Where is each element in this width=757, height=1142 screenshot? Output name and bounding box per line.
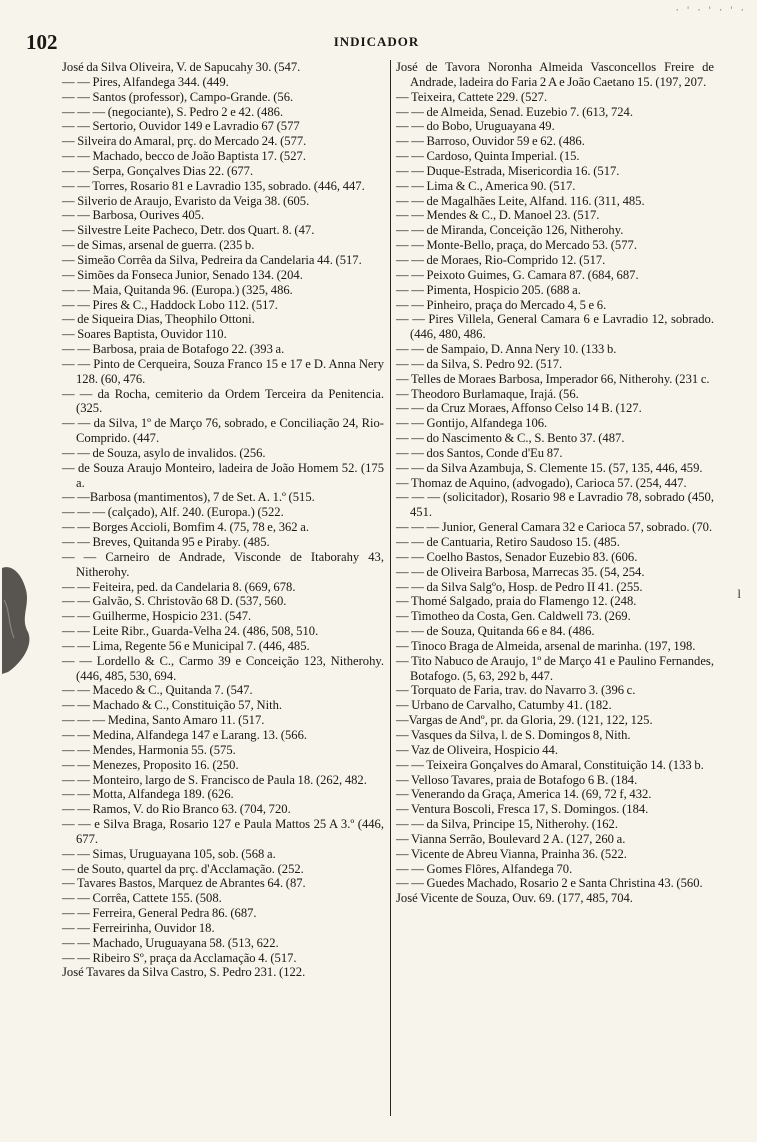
directory-entry: — — do Bobo, Uruguayana 49. <box>396 119 555 134</box>
directory-entry: — — da Cruz Moraes, Affonso Celso 14 B. (127. <box>396 401 642 416</box>
directory-entry: — — de Magalhães Leite, Alfand. 116. (311, 485. <box>396 193 645 208</box>
directory-entry: — — Pimenta, Hospicio 205. (688 a. <box>396 282 581 297</box>
directory-entry: — — de Oliveira Barbosa, Marrecas 35. (54, 254. <box>396 564 645 579</box>
directory-entry: — — Galvão, S. Christovão 68 D. (537, 560. <box>62 594 287 609</box>
directory-entry: — — Borges Accioli, Bomfim 4. (75, 78 e, 362 a. <box>62 520 309 535</box>
directory-entry: — — Monte-Bello, praça, do Mercado 53. (577. <box>396 238 637 253</box>
directory-entry: — — da Silva Salgºo, Hosp. de Pedro II 41. (255. <box>396 579 643 594</box>
directory-entry: — — da Silva Azambuja, S. Clemente 15. (57, 135, 446, 459. <box>396 460 703 475</box>
directory-entry: — — da Silva, 1º de Março 76, sobrado, e Conciliação 24, Rio-Comprido. (447. <box>62 416 384 446</box>
directory-entry: — — Cardoso, Quinta Imperial. (15. <box>396 149 580 164</box>
directory-entry: — — Carneiro de Andrade, Visconde de Itaborahy 43, Nitherohy. <box>62 549 384 579</box>
page-header <box>26 6 745 54</box>
directory-entry: — — Teixeira Gonçalves do Amaral, Constituição 14. (133 b. <box>396 757 704 772</box>
directory-entry: — — Menezes, Proposito 16. (250. <box>62 757 239 772</box>
directory-entry: — —Barbosa (mantimentos), 7 de Set. A. 1.º (515. <box>62 490 315 505</box>
directory-entry: — — — Medina, Santo Amaro 11. (517. <box>62 713 265 728</box>
directory-entry: — — Maia, Quitanda 96. (Europa.) (325, 486. <box>62 282 293 297</box>
directory-entry: José Vicente de Souza, Ouv. 69. (177, 485, 704. <box>396 891 633 906</box>
directory-entry: — Timotheo da Costa, Gen. Caldwell 73. (269. <box>396 609 631 624</box>
directory-entry: — Vianna Serrão, Boulevard 2 A. (127, 260 a. <box>396 831 626 846</box>
directory-entry: — — de Moraes, Rio-Comprido 12. (517. <box>396 252 606 267</box>
directory-entry: — Telles de Moraes Barbosa, Imperador 66, Nitherohy. (231 c. <box>396 371 710 386</box>
directory-entry: — Torquato de Faria, trav. do Navarro 3. (396 c. <box>396 683 636 698</box>
directory-entry: — — Serpa, Gonçalves Dias 22. (677. <box>62 163 254 178</box>
directory-entry: — Simões da Fonseca Junior, Senado 134. (204. <box>62 267 303 282</box>
directory-entry: — — Torres, Rosario 81 e Lavradio 135, sobrado. (446, 447. <box>62 178 365 193</box>
right-column <box>396 60 714 1122</box>
directory-entry: — Silvestre Leite Pacheco, Detr. dos Quart. 8. (47. <box>62 223 315 238</box>
directory-entry: — — da Silva, S. Pedro 92. (517. <box>396 356 563 371</box>
column-divider <box>390 60 391 1116</box>
directory-entry: — — Barbosa, praia de Botafogo 22. (393 a. <box>62 342 285 357</box>
directory-entry: — Simeão Corrêa da Silva, Pedreira da Candelaria 44. (517. <box>62 252 362 267</box>
directory-entry: — Soares Baptista, Ouvidor 110. <box>62 327 227 342</box>
directory-entry: — — e Silva Braga, Rosario 127 e Paula Mattos 25 A 3.º (446, 677. <box>62 817 384 846</box>
directory-entry: — — dos Santos, Conde d'Eu 87. <box>396 445 563 460</box>
directory-entry: — — — (calçado), Alf. 240. (Europa.) (522. <box>62 505 284 520</box>
directory-entry: — — Lima, Regente 56 e Municipal 7. (446, 485. <box>62 638 310 653</box>
directory-entry: — — de Souza, Quitanda 66 e 84. (486. <box>396 624 595 639</box>
directory-entry: — — Gontijo, Alfandega 106. <box>396 416 548 431</box>
directory-entry: — — — Junior, General Camara 32 e Carioca 57, sobrado. (70. <box>396 520 713 535</box>
directory-entry: — — Simas, Uruguayana 105, sob. (568 a. <box>62 846 276 861</box>
directory-entry: — Urbano de Carvalho, Catumby 41. (182. <box>396 698 612 713</box>
directory-entry: — Teixeira, Cattete 229. (527. <box>396 89 548 104</box>
directory-entry: — de Souza Araujo Monteiro, ladeira de João Homem 52. (175 a. <box>62 460 384 490</box>
directory-entry: — Vasques da Silva, l. de S. Domingos 8, Nith. <box>396 727 631 742</box>
directory-entry: — — Feiteira, ped. da Candelaria 8. (669, 678. <box>62 579 296 594</box>
directory-entry: — — Corrêa, Cattete 155. (508. <box>62 891 222 906</box>
directory-entry: — — Barbosa, Ourives 405. <box>62 208 205 223</box>
directory-columns <box>62 60 715 1122</box>
directory-entry: — Vicente de Abreu Vianna, Prainha 36. (522. <box>396 846 627 861</box>
directory-entry: José Tavares da Silva Castro, S. Pedro 231. (122. <box>62 965 306 980</box>
directory-entry: —Vargas de Andº, pr. da Gloria, 29. (121, 122, 125. <box>396 713 653 728</box>
directory-entry: — Velloso Tavares, praia de Botafogo 6 B. (184. <box>396 772 638 787</box>
directory-entry: — Theodoro Burlamaque, Irajá. (56. <box>396 386 579 401</box>
directory-entry: — — Coelho Bastos, Senador Euzebio 83. (606. <box>396 549 638 564</box>
directory-entry: — Thomaz de Aquino, (advogado), Carioca 57. (254, 447. <box>396 475 687 490</box>
directory-entry: — — da Rocha, cemiterio da Ordem Terceira da Penitencia. (325. <box>62 386 384 416</box>
directory-entry: — — Lima & C., America 90. (517. <box>396 178 576 193</box>
directory-entry: — — Sertorio, Ouvidor 149 e Lavradio 67 (577 <box>62 119 300 134</box>
directory-entry: — — Barroso, Ouvidor 59 e 62. (486. <box>396 134 585 149</box>
running-title: INDICADOR <box>333 34 420 49</box>
corner-mark: · ' · ' · ' · <box>674 6 745 16</box>
margin-mark: l <box>737 586 741 601</box>
directory-entry: — — de Almeida, Senad. Euzebio 7. (613, 724. <box>396 104 633 119</box>
directory-entry: — — Machado & C., Constituição 57, Nith. <box>62 698 283 713</box>
directory-entry: — — Machado, becco de João Baptista 17. (527. <box>62 149 306 164</box>
directory-entry: — Silverio de Araujo, Evaristo da Veiga 38. (605. <box>62 193 310 208</box>
directory-entry: — — Motta, Alfandega 189. (626. <box>62 787 234 802</box>
directory-entry: — Tavares Bastos, Marquez de Abrantes 64. (87. <box>62 876 306 891</box>
directory-entry: — Silveira do Amaral, prç. do Mercado 24. (577. <box>62 134 307 149</box>
directory-entry: — — de Cantuaria, Retiro Saudoso 15. (485. <box>396 535 620 549</box>
directory-entry: — — Medina, Alfandega 147 e Larang. 13. (566. <box>62 727 308 742</box>
directory-entry: — de Siqueira Dias, Theophilo Ottoni. <box>62 312 255 327</box>
directory-entry: — — Mendes & C., D. Manoel 23. (517. <box>396 208 600 223</box>
directory-entry: — — da Silva, Principe 15, Nitherohy. (162. <box>396 817 618 832</box>
directory-entry: — — Ramos, V. do Rio Branco 63. (704, 720. <box>62 802 291 817</box>
directory-entry: — — Ribeiro Sº, praça da Acclamação 4. (517. <box>62 950 297 965</box>
directory-entry: — — Pires Villela, General Camara 6 e Lavradio 12, sobrado. (446, 480, 486. <box>396 312 714 342</box>
directory-entry: — — de Miranda, Conceição 126, Nitherohy. <box>396 223 624 238</box>
directory-entry: — — Pires & C., Haddock Lobo 112. (517. <box>62 297 278 312</box>
directory-entry: — — Gomes Flôres, Alfandega 70. <box>396 861 573 876</box>
directory-entry: — — — (solicitador), Rosario 98 e Lavradio 78, sobrado (450, 451. <box>396 490 714 520</box>
directory-entry: — — — (negociante), S. Pedro 2 e 42. (486. <box>62 104 284 119</box>
directory-entry: — — do Nascimento & C., S. Bento 37. (487. <box>396 431 625 446</box>
directory-entry: — — Duque-Estrada, Misericordia 16. (517. <box>396 163 620 178</box>
directory-entry: — Ventura Boscoli, Fresca 17, S. Domingos. (184. <box>396 802 649 817</box>
ink-bleed-blot <box>0 560 34 680</box>
directory-entry: — — Pires, Alfandega 344. (449. <box>62 74 229 89</box>
directory-entry: — — Lordello & C., Carmo 39 e Conceição 123, Nitherohy. (446, 485, 530, 694. <box>62 653 384 683</box>
directory-entry: — — Monteiro, largo de S. Francisco de Paula 18. (262, 482. <box>62 772 367 787</box>
directory-entry: — de Souto, quartel da prç. d'Acclamação. (252. <box>62 861 304 876</box>
directory-entry: — — Pinto de Cerqueira, Souza Franco 15 e 17 e D. Anna Nery 128. (60, 476. <box>62 356 384 386</box>
left-column <box>62 60 384 1122</box>
directory-entry: — — de Souza, asylo de invalidos. (256. <box>62 445 266 460</box>
directory-entry: — — Machado, Uruguayana 58. (513, 622. <box>62 935 279 950</box>
directory-entry: — — Macedo & C., Quitanda 7. (547. <box>62 683 253 698</box>
directory-entry: — — Peixoto Guimes, G. Camara 87. (684, 687. <box>396 267 639 282</box>
directory-entry: — Thomé Salgado, praia do Flamengo 12. (248. <box>396 594 637 609</box>
directory-entry: — Tito Nabuco de Araujo, 1º de Março 41 e Paulino Fernandes, Botafogo. (5, 63, 292 b, 447. <box>396 653 714 683</box>
directory-entry: — — Pinheiro, praça do Mercado 4, 5 e 6. <box>396 297 607 312</box>
directory-entry: — de Simas, arsenal de guerra. (235 b. <box>62 238 255 253</box>
page-number: 102 <box>26 30 58 54</box>
directory-entry: — — Breves, Quitanda 95 e Piraby. (485. <box>62 535 270 549</box>
directory-entry: — — Santos (professor), Campo-Grande. (56. <box>62 89 294 104</box>
directory-entry: — — Guedes Machado, Rosario 2 e Santa Christina 43. (560. <box>396 876 703 891</box>
directory-entry: José da Silva Oliveira, V. de Sapucahy 30. (547. <box>62 60 301 74</box>
directory-entry: José de Tavora Noronha Almeida Vasconcellos Freire de Andrade, ladeira do Faria 2 A e João Caetano 15. (197, 207. <box>396 60 714 89</box>
directory-entry: — Venerando da Graça, America 14. (69, 72 f, 432. <box>396 787 652 802</box>
directory-entry: — Vaz de Oliveira, Hospicio 44. <box>396 742 558 757</box>
directory-entry: — — de Sampaio, D. Anna Nery 10. (133 b. <box>396 342 617 357</box>
directory-entry: — Tinoco Braga de Almeida, arsenal de marinha. (197, 198. <box>396 638 696 653</box>
directory-entry: — — Mendes, Harmonia 55. (575. <box>62 742 236 757</box>
directory-entry: — — Guilherme, Hospicio 231. (547. <box>62 609 252 624</box>
directory-entry: — — Ferreirinha, Ouvidor 18. <box>62 920 215 935</box>
directory-entry: — — Leite Ribr., Guarda-Velha 24. (486, 508, 510. <box>62 624 319 639</box>
directory-entry: — — Ferreira, General Pedra 86. (687. <box>62 906 257 921</box>
